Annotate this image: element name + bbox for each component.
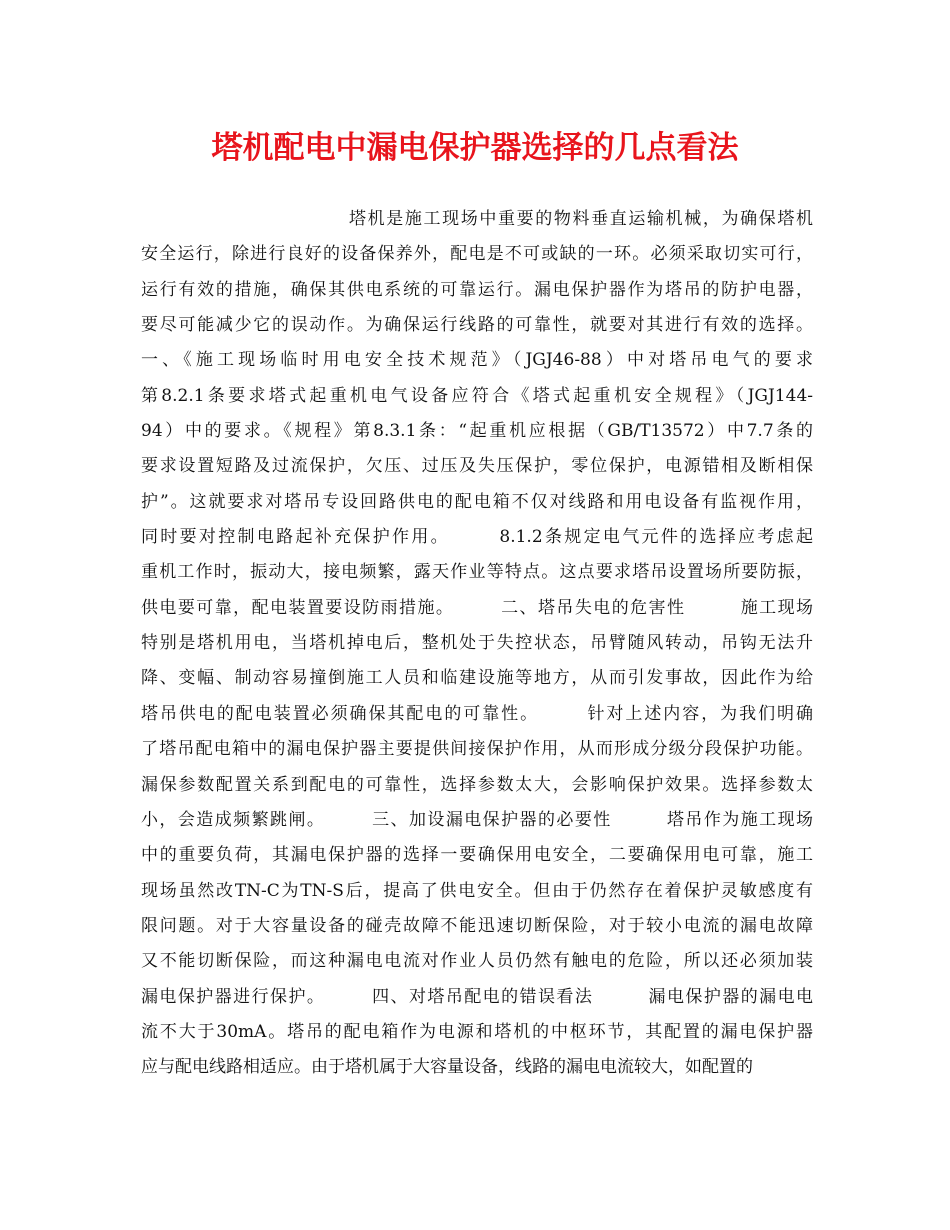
body-line: 小，会造成频繁跳闸。 三、加设漏电保护器的必要性 塔吊作为施工现场 bbox=[141, 809, 813, 830]
body-line: 应与配电线路相适应。由于塔机属于大容量设备，线路的漏电电流较大，如配置的 bbox=[141, 1057, 753, 1078]
body-line: 特别是塔机用电，当塔机掉电后，整机处于失控状态，吊臂随风转动，吊钩无法升 bbox=[141, 633, 813, 654]
body-line: 漏电保护器进行保护。 四、对塔吊配电的错误看法 漏电保护器的漏电电 bbox=[141, 986, 813, 1007]
body-line: 第8.2.1条要求塔式起重机电气设备应符合《塔式起重机安全规程》（JGJ144- bbox=[141, 385, 813, 406]
body-line: 安全运行，除进行良好的设备保养外，配电是不可或缺的一环。必须采取切实可行， bbox=[141, 244, 813, 265]
document-title: 塔机配电中漏电保护器选择的几点看法 bbox=[211, 130, 739, 166]
body-line: 塔吊供电的配电装置必须确保其配电的可靠性。 针对上述内容，为我们明确 bbox=[141, 703, 813, 724]
body-line: 塔机是施工现场中重要的物料垂直运输机械，为确保塔机 bbox=[349, 209, 813, 229]
body-line: 中的重要负荷，其漏电保护器的选择一要确保用电安全，二要确保用电可靠，施工 bbox=[141, 845, 813, 866]
body-line: 94）中的要求。《规程》第8.3.1条：“起重机应根据（GB/T13572）中7.7条的 bbox=[141, 421, 813, 442]
body-line: 供电要可靠，配电装置要设防雨措施。 二、塔吊失电的危害性 施工现场 bbox=[141, 597, 813, 618]
body-line: 又不能切断保险，而这种漏电电流对作业人员仍然有触电的危险，所以还必须加装 bbox=[141, 951, 813, 972]
body-line: 护”。这就要求对塔吊专设回路供电的配电箱不仅对线路和用电设备有监视作用， bbox=[141, 491, 813, 512]
body-line: 现场虽然改TN-C为TN-S后，提高了供电安全。但由于仍然存在着保护灵敏感度有 bbox=[141, 880, 813, 901]
body-line: 重机工作时，振动大，接电频繁，露天作业等特点。这点要求塔吊设置场所要防振， bbox=[141, 562, 813, 583]
body-line: 同时要对控制电路起补充保护作用。 8.1.2条规定电气元件的选择应考虑起 bbox=[141, 527, 813, 548]
body-line: 运行有效的措施，确保其供电系统的可靠运行。漏电保护器作为塔吊的防护电器， bbox=[141, 279, 813, 300]
body-line: 降、变幅、制动容易撞倒施工人员和临建设施等地方，从而引发事故，因此作为给 bbox=[141, 668, 813, 689]
body-line: 要求设置短路及过流保护，欠压、过压及失压保护，零位保护，电源错相及断相保 bbox=[141, 456, 813, 477]
body-line: 了塔吊配电箱中的漏电保护器主要提供间接保护作用，从而形成分级分段保护功能。 bbox=[141, 739, 813, 760]
body-line: 漏保参数配置关系到配电的可靠性，选择参数太大，会影响保护效果。选择参数太 bbox=[141, 774, 813, 795]
body-line: 限问题。对于大容量设备的碰壳故障不能迅速切断保险，对于较小电流的漏电故障 bbox=[141, 915, 813, 936]
body-line: 流不大于30mA。塔吊的配电箱作为电源和塔机的中枢环节，其配置的漏电保护器 bbox=[141, 1021, 813, 1042]
document-body bbox=[141, 202, 813, 1086]
body-line: 一、《施工现场临时用电安全技术规范》（JGJ46-88）中对塔吊电气的要求 bbox=[141, 350, 813, 371]
body-line: 要尽可能减少它的误动作。为确保运行线路的可靠性，就要对其进行有效的选择。 bbox=[141, 315, 813, 336]
